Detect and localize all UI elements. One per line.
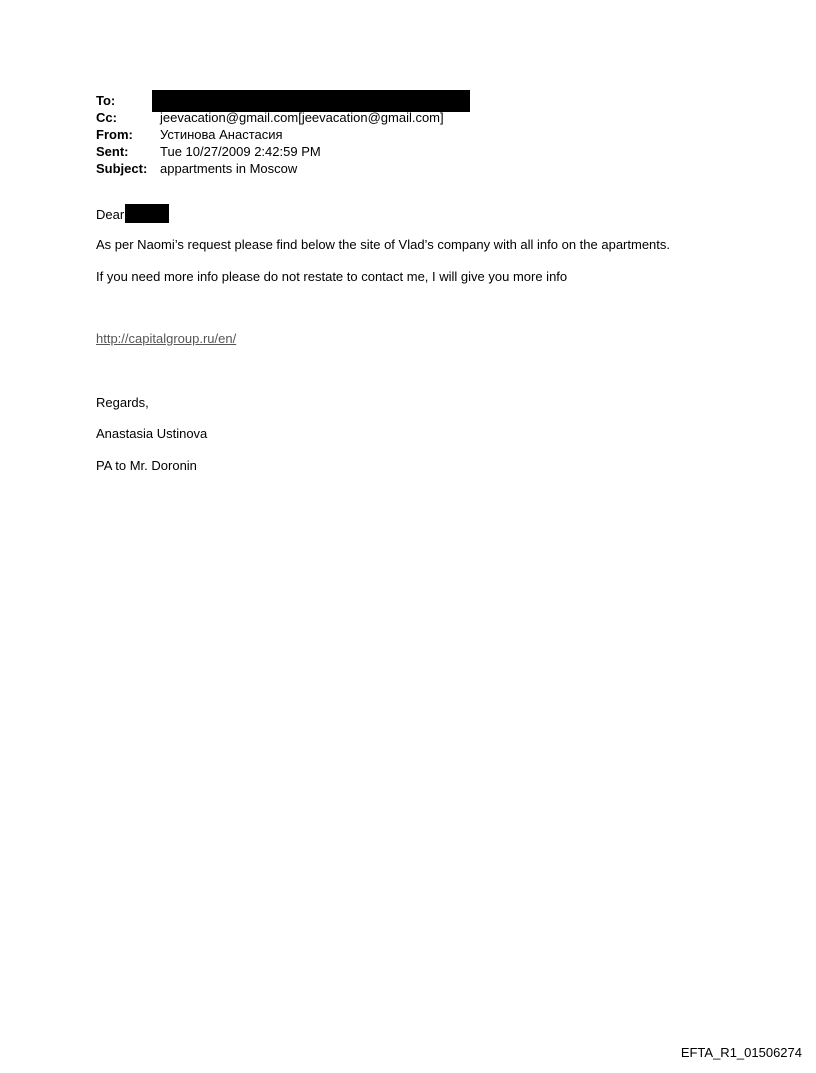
from-label: From: xyxy=(96,127,133,142)
cc-value: jeevacation@gmail.com[jeevacation@gmail.com] xyxy=(160,110,444,125)
document-id: EFTA_R1_01506274 xyxy=(680,1045,802,1060)
signature-name: Anastasia Ustinova xyxy=(96,426,208,441)
body-paragraph-1: As per Naomi’s request please find below the site of Vlad’s company with all info on the apartments. xyxy=(96,237,670,252)
regards-text: Regards, xyxy=(96,395,149,410)
subject-label: Subject: xyxy=(96,161,148,176)
sent-row xyxy=(96,143,516,160)
body-paragraph-2: If you need more info please do not restate to contact me, I will give you more info xyxy=(96,269,568,284)
subject-row xyxy=(96,160,516,177)
sent-label: Sent: xyxy=(96,144,129,159)
from-value: Устинова Анастасия xyxy=(160,127,283,142)
company-site-link[interactable]: http://capitalgroup.ru/en/ xyxy=(96,331,237,346)
cc-label: Cc: xyxy=(96,110,117,125)
to-label: To: xyxy=(96,93,116,108)
from-row xyxy=(96,126,516,143)
salutation-line xyxy=(96,204,169,223)
recipient-name-redaction xyxy=(125,204,169,223)
email-header xyxy=(96,92,516,177)
cc-row xyxy=(96,109,516,126)
sent-value: Tue 10/27/2009 2:42:59 PM xyxy=(160,144,321,159)
signature-title: PA to Mr. Doronin xyxy=(96,458,197,473)
subject-value: appartments in Moscow xyxy=(160,161,298,176)
to-row xyxy=(96,92,516,109)
salutation-text: Dear xyxy=(96,207,125,222)
